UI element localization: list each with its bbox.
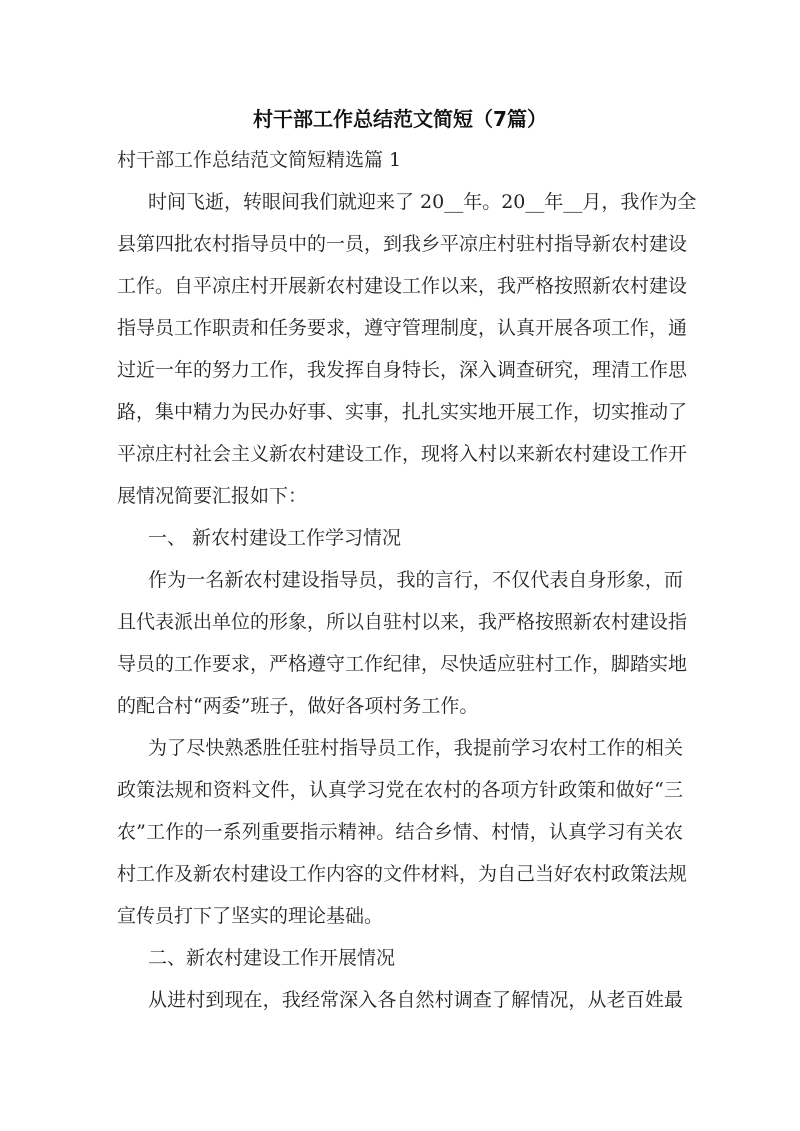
paragraph-line: 平凉庄村社会主义新农村建设工作，现将入村以来新农村建设工作开: [117, 443, 688, 465]
paragraph-line: 作为一名新农村建设指导员，我的言行，不仅代表自身形象，而: [148, 569, 683, 591]
paragraph-line: 县第四批农村指导员中的一员，到我乡平凉庄村驻村指导新农村建设: [117, 233, 688, 255]
paragraph-line: 时间飞逝，转眼间我们就迎来了 20__年。20__年__月，我作为全: [148, 191, 697, 213]
paragraph-line: 导员的工作要求，严格遵守工作纪律，尽快适应驻村工作，脚踏实地: [117, 653, 688, 675]
section-heading: 村干部工作总结范文简短精选篇 1: [117, 149, 402, 171]
paragraph-line: 为了尽快熟悉胜任驻村指导员工作，我提前学习农村工作的相关: [148, 737, 683, 759]
paragraph-line: 宣传员打下了坚实的理论基础。: [117, 905, 384, 927]
paragraph-line: 工作。自平凉庄村开展新农村建设工作以来，我严格按照新农村建设: [117, 275, 688, 297]
paragraph-line: 路，集中精力为民办好事、实事，扎扎实实地开展工作，切实推动了: [117, 401, 688, 423]
paragraph-line: 农”工作的一系列重要指示精神。结合乡情、村情，认真学习有关农: [117, 821, 683, 843]
paragraph-line: 指导员工作职责和任务要求，遵守管理制度，认真开展各项工作，通: [117, 317, 688, 339]
document-title: 村干部工作总结范文简短（7篇）: [253, 107, 547, 131]
subsection-heading: 二、新农村建设工作开展情况: [148, 947, 396, 969]
paragraph-line: 展情况简要汇报如下：: [117, 485, 308, 507]
paragraph-line: 过近一年的努力工作，我发挥自身特长，深入调查研究，理清工作思: [117, 359, 688, 381]
paragraph-line: 从进村到现在，我经常深入各自然村调查了解情况，从老百姓最: [148, 989, 683, 1011]
paragraph-line: 政策法规和资料文件，认真学习党在农村的各项方针政策和做好“三: [117, 779, 683, 801]
paragraph-line: 且代表派出单位的形象，所以自驻村以来，我严格按照新农村建设指: [117, 611, 688, 633]
subsection-heading: 一、 新农村建设工作学习情况: [148, 527, 402, 549]
paragraph-line: 的配合村“两委”班子，做好各项村务工作。: [117, 695, 479, 717]
paragraph-line: 村工作及新农村建设工作内容的文件材料，为自己当好农村政策法规: [117, 863, 688, 885]
